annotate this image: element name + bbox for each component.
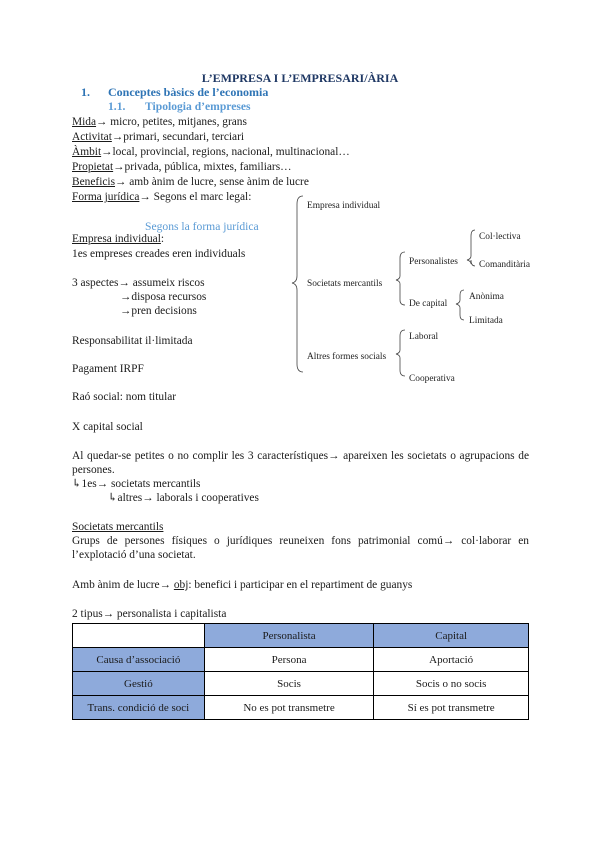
table-header-capital: Capital [374,624,529,648]
individual-capital-social: X capital social [72,421,143,433]
table-cell: Socis o no socis [374,672,529,696]
document-title: L’EMPRESA I L’EMPRESARI/ÀRIA [201,71,399,85]
criterion-activitat: Activitat→primari, secundari, terciari [72,131,245,143]
bracket-forma-juridica [292,196,303,372]
bracket-mercantils [396,252,405,305]
table-row-label: Trans. condició de soci [73,696,205,720]
aspect-1: 3 aspectes→ assumeix riscos [72,277,205,289]
individual-responsabilitat: Responsabilitat il·limitada [72,335,193,347]
aspect-3: →pren decisions [120,305,197,317]
tree-societats-mercantils: Societats mercantils [307,279,383,289]
table-header-personalista: Personalista [204,624,374,648]
bracket-altres [396,330,405,376]
mercantils-heading: Societats mercantils [72,521,164,533]
table-corner-cell [73,624,205,648]
table-cell: Sí es pot transmetre [374,696,529,720]
aspect-2: →disposa recursos [120,291,207,303]
tree-comanditaria: Comanditària [479,260,531,270]
section-1-1-number: 1.1. [108,100,126,113]
section-1-title: Conceptes bàsics de l’economia [108,85,269,99]
table-row [73,696,529,720]
criterion-forma-juridica: Forma jurídica→ Segons el marc legal: [72,191,252,203]
table-row [73,648,529,672]
criterion-mida: Mida→ micro, petites, mitjanes, grans [72,116,247,128]
table-row-label: Gestió [73,672,205,696]
tree-cooperativa: Cooperativa [409,374,455,384]
tree-altres-formes-socials: Altres formes socials [307,352,387,362]
table-header-row [73,624,529,648]
comparison-table [72,623,529,720]
mercantils-paragraph: Grups de persones físiques o jurídiques reuneixen fons patrimonial comú→ col·laborar en l’explotació d’una societat. [72,535,529,561]
tree-personalistes: Personalistes [409,257,458,267]
section-1-number: 1. [81,85,90,99]
table-cell: Aportació [374,648,529,672]
criterion-ambit: Àmbit→local, provincial, regions, nacional, multinacional… [72,146,350,158]
tree-empresa-individual: Empresa individual [307,201,381,211]
tree-anonima: Anònima [469,292,504,302]
tree-laboral: Laboral [409,332,439,342]
individual-line-1: 1es empreses creades eren individuals [72,248,246,260]
tree-collectiva: Col·lectiva [479,232,521,242]
individual-rao-social: Raó social: nom titular [72,391,177,403]
individual-heading: Empresa individual: [72,233,165,245]
section-1-1-title: Tipologia d’empreses [145,100,251,113]
table-cell: No es pot transmetre [204,696,374,720]
table-cell: Persona [204,648,374,672]
societats-intro-line-2: ↳altres→ laborals i cooperatives [108,492,259,504]
table-row-label: Causa d’associació [73,648,205,672]
table-cell: Socis [204,672,374,696]
criterion-propietat: Propietat→privada, pública, mixtes, familiars… [72,161,292,173]
mercantils-tipus: 2 tipus→ personalista i capitalista [72,608,227,620]
individual-irpf: Pagament IRPF [72,363,144,375]
tree-caption: Segons la forma jurídica [145,220,259,233]
societats-intro-paragraph: Al quedar-se petites o no complir les 3 característiques→ apareixen les societats o agrupacions de persones. [72,450,529,476]
bracket-personalistes [467,230,475,266]
mercantils-anim-lucre: Amb ànim de lucre→ obj: benefici i participar en el repartiment de guanys [72,579,413,591]
bracket-capital [456,290,464,320]
table-row [73,672,529,696]
societats-intro-line-1: ↳1es→ societats mercantils [72,478,201,490]
tree-de-capital: De capital [409,299,448,309]
tree-limitada: Limitada [469,316,503,326]
criterion-beneficis: Beneficis→ amb ànim de lucre, sense ànim de lucre [72,176,309,188]
